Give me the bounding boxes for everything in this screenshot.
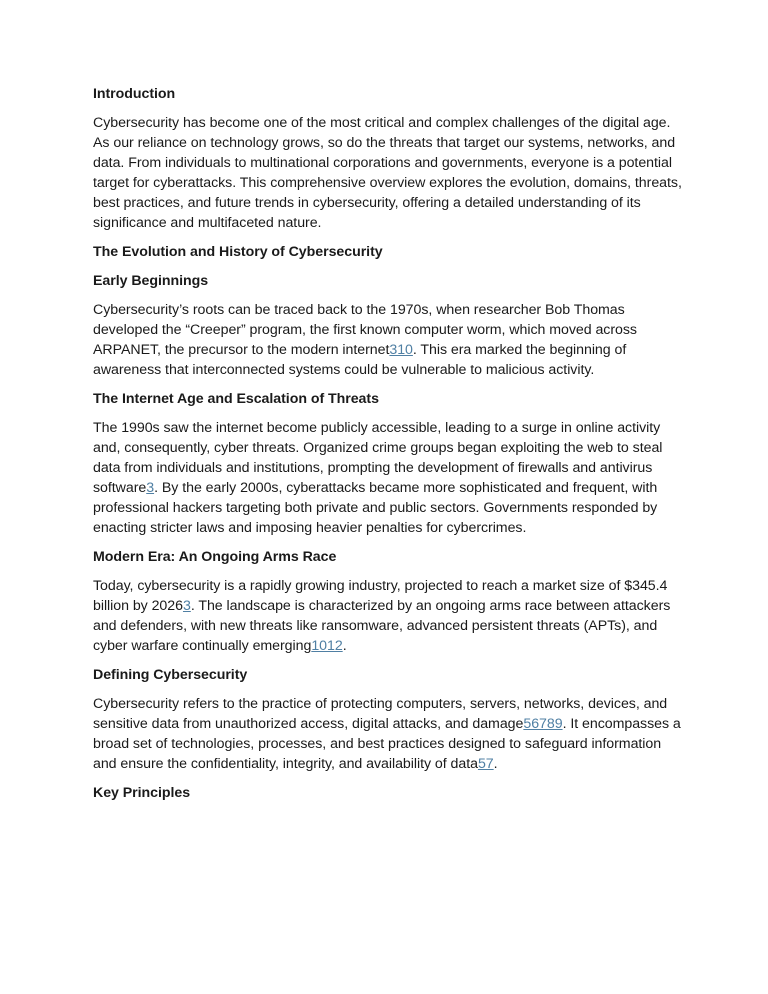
paragraph <box>93 694 683 774</box>
heading-early-beginnings: Early Beginnings <box>93 273 209 289</box>
paragraph-text: . By the early 2000s, cyberattacks became more sophisticated and frequent, with professional hackers targeting both private and public sectors. Governments responded by enacting stricter laws and imposing heavier penalties for cybercrimes. <box>93 480 658 536</box>
paragraph <box>93 300 683 380</box>
paragraph-text: . This era marked the beginning of awareness that interconnected systems could be vulnerable to malicious activity. <box>93 342 627 378</box>
paragraph <box>93 576 683 656</box>
paragraph-text: . The landscape is characterized by an ongoing arms race between attackers and defenders, with new threats like ransomware, advanced persistent threats (APTs), and cyber warfare continually emerging <box>93 598 671 654</box>
heading-introduction: Introduction <box>93 86 176 102</box>
paragraph-text: Cybersecurity’s roots can be traced back to the 1970s, when researcher Bob Thomas developed the “Creeper” program, the first known computer worm, which moved across ARPANET, the precursor to the modern internet <box>93 302 637 358</box>
paragraph-text: . <box>493 756 498 772</box>
paragraph-text: . It encompasses a broad set of technologies, processes, and best practices designed to safeguard information and ensure the confidentiality, integrity, and availability of data <box>93 716 681 772</box>
heading-the-evolution-and-history-of-cybersecurity: The Evolution and History of Cybersecurity <box>93 244 383 260</box>
heading-key-principles: Key Principles <box>93 785 191 801</box>
paragraph-text: Cybersecurity has become one of the most critical and complex challenges of the digital age. As our reliance on technology grows, so do the threats that target our systems, networks, and data. From individuals to multinational corporations and governments, everyone is a potential target for cyberattacks. This comprehensive overview explores the evolution, domains, threats, best practices, and future trends in cybersecurity, offering a detailed understanding of its significance and multifaceted nature. <box>93 115 682 231</box>
citation-link[interactable]: 310 <box>389 342 413 358</box>
document-body <box>93 84 683 812</box>
heading-the-internet-age-and-escalation-of-threats: The Internet Age and Escalation of Threats <box>93 391 379 407</box>
paragraph-text: Today, cybersecurity is a rapidly growing industry, projected to reach a market size of $345.4 billion by 2026 <box>93 578 668 614</box>
heading-modern-era-an-ongoing-arms-race: Modern Era: An Ongoing Arms Race <box>93 549 337 565</box>
paragraph-text: . <box>342 638 347 654</box>
citation-link[interactable]: 3 <box>146 480 155 496</box>
paragraph-text: The 1990s saw the internet become publicly accessible, leading to a surge in online activity and, consequently, cyber threats. Organized crime groups began exploiting the web to steal data from individuals and institutions, prompting the development of firewalls and antivirus software <box>93 420 663 496</box>
paragraph <box>93 418 683 538</box>
paragraph-text: Cybersecurity refers to the practice of protecting computers, servers, networks, devices, and sensitive data from unauthorized access, digital attacks, and damage <box>93 696 668 732</box>
citation-link[interactable]: 56789 <box>523 716 563 732</box>
citation-link[interactable]: 57 <box>477 756 494 772</box>
citation-link[interactable]: 3 <box>182 598 191 614</box>
paragraph <box>93 113 683 233</box>
heading-defining-cybersecurity: Defining Cybersecurity <box>93 667 248 683</box>
citation-link[interactable]: 1012 <box>311 638 343 654</box>
